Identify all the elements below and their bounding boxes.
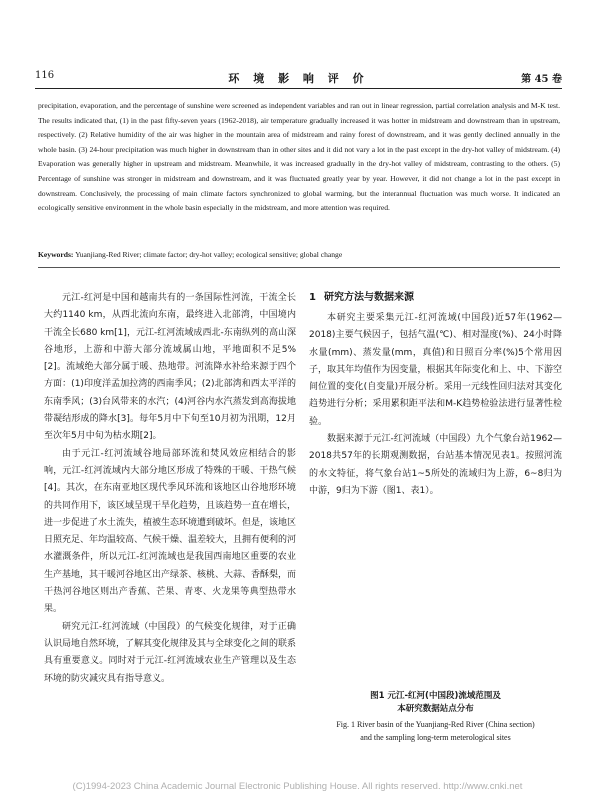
page-number: 116	[35, 70, 55, 81]
journal-volume: 第 45 卷	[521, 74, 562, 85]
figure-caption-en-line1: Fig. 1 River basin of the Yuanjiang-Red River (China section)	[336, 720, 535, 729]
keywords-label: Keywords:	[38, 250, 74, 259]
keywords-line	[38, 250, 560, 259]
figure-caption-cn	[309, 690, 562, 716]
body-paragraph: 数据来源于元江-红河流域（中国段）九个气象台站1962—2018共57年的长期观测数据，台站基本情况见表1。按照河流的水文特征，将气象台站1~5所处的流域归为上游，6~8归为中游，9归为下游（图1、表1）。	[309, 434, 562, 496]
left-column	[44, 290, 296, 688]
figure-caption-cn-line2: 本研究数据站点分布	[397, 704, 474, 714]
journal-title: 环 境 影 响 评 价	[228, 72, 369, 85]
abstract-text: precipitation, evaporation, and the percentage of sunshine were screened as independent variables and ran out in linear regression, partial correlation analysis and M-K test. The results indicated that, (1) in the past fifty-seven years (1962-2018), air temperature gradually increased it was hotter in midstream and downstream than in upstream, respectively. (2) Relative humidity of the air was higher in the mountain area of midstream and rainy forest of downstream, and it was gently declined annually in the whole basin. (3) 24-hour precipitation was much higher in downstream than in other sites and it did not vary a lot in the past except in the dry-hot valley of midstream. (4) Evaporation was generally higher in upstream and midstream. Meanwhile, it was increased gradually in the dry-hot valley of midstream, contrasting to the others. (5) Percentage of sunshine was stronger in midstream and downstream, and it was fluctuated greatly year by year. However, it did not change a lot in the past except in downstream. Conclusively, the processing of main climate factors synchronized to global warming, but the interannual fluctuation was much worse. It indicated an ecologically sensitive environment in the whole basin especially in the midstream, and more attention was required.	[38, 101, 560, 213]
running-header	[35, 70, 562, 86]
body-paragraph: 由于元江-红河流域谷地局部环流和焚风效应相结合的影响，元江-红河流域内大部分地区形成了特殊的干暖、干热气候[4]。其次，在东南亚地区现代季风环流和该地区山谷地形环境的共同作用下，该区域呈现干旱化趋势，且该趋势一直在增长，进一步促进了水土流失，植被生态环境遭到破坏。但是，该地区日照充足、年均温较高、气候干燥、温差较大，且拥有便利的河水灌溉条件，所以元江-红河流域也是我国西南地区重要的农业生产基地，其干暖河谷地区出产绿茶、核桃、大蒜、香酥梨，而干热河谷地区则出产香蕉、芒果、青枣、火龙果等典型热带水果。	[44, 448, 297, 615]
figure-caption-cn-line1: 图1 元江-红河(中国段)流域范围及	[370, 691, 501, 701]
copyright-footer: (C)1994-2023 China Academic Journal Electronic Publishing House. All rights reserved. http://www.cnki.net	[72, 781, 523, 792]
figure-caption-en-line2: and the sampling long-term meterological sites	[360, 733, 511, 742]
header-rule	[35, 88, 562, 89]
body-paragraph: 研究元江-红河流域（中国段）的气候变化规律，对于正确认识局地自然环境，了解其变化规律及其与全球变化之间的联系具有重要意义。同时对于元江-红河流域农业生产管理以及生态环境的防灾减灾具有指导意义。	[44, 621, 297, 684]
section-number: 1	[309, 292, 316, 303]
keywords-rule	[38, 267, 560, 268]
section-title: 研究方法与数据来源	[323, 292, 414, 303]
figure-caption-en	[309, 718, 562, 744]
body-paragraph: 元江-红河是中国和越南共有的一条国际性河流，干流全长大约1140 km，从西北流向东南，最终进入北部湾，中国境内干流全长680 km[1]，元江-红河流域成西北-东南纵列的高山深谷地形，上游和中游大部分流域属山地，平地面积不足5%[2]。流域绝大部分属于暖、热地带。河流降水补给来源于四个方面：(1)印度洋孟加拉湾的西南季风；(2)北部湾和西太平洋的东南季风；(3)台风带来的水汽；(4)河谷内水汽蒸发到高海拔地带凝结形成的降水[3]。每年5月中下旬至10月初为汛期，12月至次年5月中旬为枯水期[2]。	[44, 293, 296, 442]
section-heading	[309, 290, 562, 306]
right-column	[309, 290, 562, 500]
keywords-list: Yuanjiang-Red River; climate factor; dry-hot valley; ecological sensitive; global change	[75, 250, 343, 259]
figure-1-placeholder	[330, 570, 540, 680]
body-paragraph: 本研究主要采集元江-红河流域(中国段)近57年(1962—2018)主要气候因子，包括气温(℃)、相对湿度(%)、24小时降水量(mm)、蒸发量(mm，真值)和日照百分率(%)5个常用因子，取其年均值作为因变量，根据其年际变化和上、中、下游空间位置的变化(自变量)开展分析。采用一元线性回归法对其变化趋势进行分析；采用累积距平法和M-K趋势检验法进行显著性检验。	[309, 313, 562, 427]
